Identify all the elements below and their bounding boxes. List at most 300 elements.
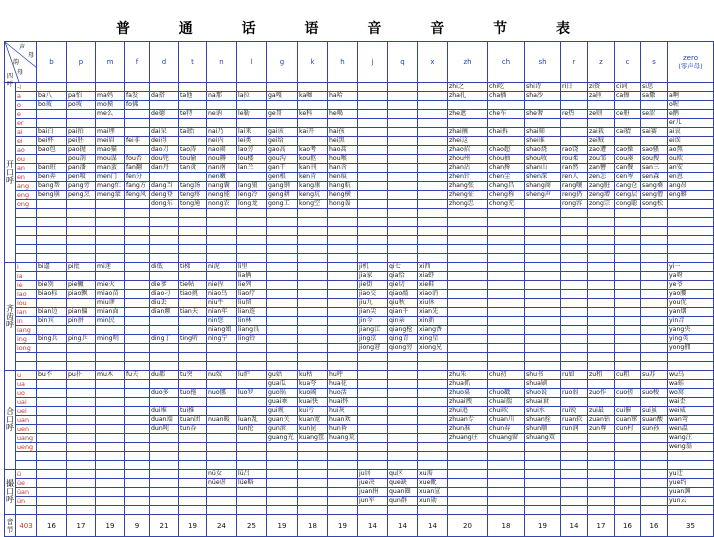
- syllable-cell: ci词: [615, 83, 641, 92]
- final-label: ong: [16, 200, 37, 209]
- syllable-cell: [418, 407, 448, 416]
- syllable-cell: [358, 380, 388, 389]
- syllable-cell: run润: [561, 425, 588, 434]
- syllable-cell: [388, 407, 418, 416]
- syllable-cell: pou剖: [67, 155, 96, 164]
- syllable-cell: [641, 227, 668, 236]
- syllable-cell: [267, 335, 298, 344]
- syllable-cell: [418, 110, 448, 119]
- syllable-cell: [267, 119, 298, 128]
- syllable-cell: gei给: [267, 137, 298, 146]
- syllable-count: 9: [125, 515, 150, 537]
- syllable-cell: jing京: [358, 335, 388, 344]
- syllable-cell: [525, 254, 561, 263]
- syllable-cell: tu突: [179, 371, 207, 380]
- syllable-cell: [125, 119, 150, 128]
- syllable-cell: [328, 101, 358, 110]
- syllable-cell: [237, 245, 267, 254]
- group-label: 开口呼: [5, 83, 16, 263]
- syllable-cell: [588, 245, 615, 254]
- syllable-cell: [298, 83, 328, 92]
- syllable-cell: wa蛙: [668, 380, 714, 389]
- syllable-cell: rong容: [561, 200, 588, 209]
- initial-header: x: [418, 42, 448, 83]
- syllable-cell: te特: [179, 110, 207, 119]
- syllable-cell: cuan窜: [615, 416, 641, 425]
- syllable-cell: [525, 344, 561, 353]
- syllable-cell: [448, 290, 488, 299]
- syllable-cell: [388, 218, 418, 227]
- syllable-cell: [179, 173, 207, 182]
- syllable-cell: ju居: [358, 470, 388, 479]
- syllable-cell: [388, 362, 418, 371]
- syllable-cell: [388, 380, 418, 389]
- syllable-cell: ji机: [358, 263, 388, 272]
- syllable-cell: [448, 209, 488, 218]
- syllable-cell: [358, 218, 388, 227]
- syllable-cell: bai白: [37, 128, 67, 137]
- syllable-cell: [96, 398, 125, 407]
- syllable-cell: [525, 362, 561, 371]
- syllable-cell: [267, 344, 298, 353]
- syllable-cell: [448, 299, 488, 308]
- syllable-cell: [588, 488, 615, 497]
- syllable-cell: shui水: [525, 407, 561, 416]
- syllable-cell: re热: [561, 110, 588, 119]
- syllable-cell: hua花: [328, 380, 358, 389]
- syllable-cell: can餐: [615, 164, 641, 173]
- syllable-cell: [267, 461, 298, 470]
- syllable-cell: [388, 416, 418, 425]
- syllable-cell: yuan渊: [668, 488, 714, 497]
- syllable-cell: [298, 245, 328, 254]
- syllable-cell: [150, 479, 179, 488]
- syllable-cell: [125, 488, 150, 497]
- syllable-cell: kuai快: [298, 398, 328, 407]
- syllable-cell: [67, 461, 96, 470]
- final-label: ang: [16, 182, 37, 191]
- syllable-cell: [641, 272, 668, 281]
- syllable-cell: huang荒: [328, 434, 358, 443]
- syllable-cell: nao闹: [207, 146, 237, 155]
- final-label: [16, 245, 37, 254]
- syllable-cell: zai栽: [588, 128, 615, 137]
- syllable-cell: [448, 488, 488, 497]
- syllable-cell: [525, 317, 561, 326]
- syllable-cell: [588, 362, 615, 371]
- syllable-cell: [525, 218, 561, 227]
- syllable-cell: tie帖: [179, 281, 207, 290]
- syllable-cell: [615, 488, 641, 497]
- syllable-row: [5, 227, 714, 236]
- syllable-cell: zheng征: [448, 191, 488, 200]
- syllable-count: 403: [16, 515, 37, 537]
- syllable-count: 14: [561, 515, 588, 537]
- syllable-cell: [298, 209, 328, 218]
- syllable-cell: [298, 443, 328, 452]
- syllable-cell: [418, 164, 448, 173]
- syllable-cell: [267, 218, 298, 227]
- syllable-cell: [237, 173, 267, 182]
- syllable-cell: lan兰: [237, 164, 267, 173]
- syllable-cell: [488, 362, 525, 371]
- syllable-cell: [237, 119, 267, 128]
- syllable-cell: [37, 416, 67, 425]
- syllable-count: 18: [488, 515, 525, 537]
- syllable-cell: kui亏: [298, 407, 328, 416]
- syllable-cell: [328, 488, 358, 497]
- syllable-cell: [125, 236, 150, 245]
- syllable-cell: zeng增: [588, 191, 615, 200]
- syllable-cell: [388, 191, 418, 200]
- syllable-cell: [96, 452, 125, 461]
- syllable-cell: [67, 380, 96, 389]
- syllable-cell: [358, 506, 388, 515]
- syllable-cell: [561, 254, 588, 263]
- initial-header: s: [641, 42, 668, 83]
- syllable-cell: [179, 362, 207, 371]
- syllable-cell: ye爷: [668, 281, 714, 290]
- syllable-cell: yu迂: [668, 470, 714, 479]
- syllable-cell: pan潘: [67, 164, 96, 173]
- syllable-cell: ti梯: [179, 263, 207, 272]
- syllable-cell: [641, 317, 668, 326]
- syllable-cell: [37, 452, 67, 461]
- syllable-cell: ken肯: [298, 173, 328, 182]
- syllable-cell: [125, 497, 150, 506]
- syllable-cell: [588, 470, 615, 479]
- syllable-cell: [37, 434, 67, 443]
- syllable-cell: [488, 461, 525, 470]
- syllable-cell: shou收: [525, 155, 561, 164]
- syllable-cell: [328, 362, 358, 371]
- syllable-cell: zuan钻: [588, 416, 615, 425]
- syllable-cell: pei胚: [67, 137, 96, 146]
- syllable-row: [5, 128, 714, 137]
- final-label: [16, 209, 37, 218]
- syllable-cell: [641, 137, 668, 146]
- syllable-cell: [561, 434, 588, 443]
- syllable-cell: [125, 146, 150, 155]
- syllable-cell: [207, 236, 237, 245]
- syllable-cell: [237, 407, 267, 416]
- syllable-cell: [488, 218, 525, 227]
- syllable-cell: hao蒿: [328, 146, 358, 155]
- syllable-cell: cuo搓: [615, 389, 641, 398]
- syllable-cell: kao考: [298, 146, 328, 155]
- syllable-cell: ku枯: [298, 371, 328, 380]
- syllable-cell: ruan软: [561, 416, 588, 425]
- syllable-cell: [448, 335, 488, 344]
- syllable-cell: nian年: [207, 308, 237, 317]
- syllable-cell: pao抛: [67, 146, 96, 155]
- syllable-cell: [125, 443, 150, 452]
- syllable-cell: mei眉: [96, 137, 125, 146]
- syllable-cell: zei贼: [588, 137, 615, 146]
- syllable-cell: [125, 218, 150, 227]
- syllable-cell: [125, 200, 150, 209]
- syllable-cell: pai拍: [67, 128, 96, 137]
- syllable-cell: [615, 380, 641, 389]
- syllable-cell: mu木: [96, 371, 125, 380]
- syllable-cell: [641, 344, 668, 353]
- initial-header: r: [561, 42, 588, 83]
- syllable-cell: [328, 344, 358, 353]
- syllable-cell: [328, 326, 358, 335]
- syllable-cell: zuo作: [588, 389, 615, 398]
- syllable-cell: you优: [668, 299, 714, 308]
- syllable-cell: [267, 101, 298, 110]
- syllable-cell: yang央: [668, 326, 714, 335]
- syllable-cell: [150, 461, 179, 470]
- syllable-cell: tun吞: [179, 425, 207, 434]
- syllable-cell: jiu九: [358, 299, 388, 308]
- syllable-cell: [237, 254, 267, 263]
- syllable-cell: ran然: [561, 164, 588, 173]
- syllable-cell: [37, 272, 67, 281]
- syllable-row: [5, 407, 714, 416]
- syllable-cell: [525, 272, 561, 281]
- syllable-cell: [96, 218, 125, 227]
- syllable-cell: [328, 263, 358, 272]
- syllable-cell: [179, 119, 207, 128]
- final-label: ia: [16, 272, 37, 281]
- syllable-cell: [418, 182, 448, 191]
- syllable-cell: cen岑: [615, 173, 641, 182]
- syllable-cell: nin您: [207, 317, 237, 326]
- syllable-cell: qin亲: [388, 317, 418, 326]
- syllable-cell: [96, 236, 125, 245]
- syllable-cell: [388, 353, 418, 362]
- syllable-cell: [96, 479, 125, 488]
- syllable-cell: [448, 227, 488, 236]
- syllable-cell: sou搜: [641, 155, 668, 164]
- syllable-cell: nu奴: [207, 371, 237, 380]
- syllable-cell: [615, 443, 641, 452]
- syllable-cell: [615, 461, 641, 470]
- syllable-cell: ping乒: [67, 335, 96, 344]
- syllable-cell: [388, 452, 418, 461]
- syllable-cell: [561, 101, 588, 110]
- syllable-cell: gu姑: [267, 371, 298, 380]
- syllable-cell: ren人: [561, 173, 588, 182]
- group-label: 齐齿呼: [5, 263, 16, 371]
- syllable-cell: [267, 290, 298, 299]
- syllable-cell: ang昂: [668, 182, 714, 191]
- syllable-cell: mian面: [96, 308, 125, 317]
- syllable-cell: xiu休: [418, 299, 448, 308]
- syllable-cell: [37, 119, 67, 128]
- syllable-cell: [525, 200, 561, 209]
- syllable-cell: zhang张: [448, 182, 488, 191]
- syllable-cell: fa发: [125, 92, 150, 101]
- syllable-cell: [207, 245, 237, 254]
- final-label: e: [16, 110, 37, 119]
- syllable-cell: ma妈: [96, 92, 125, 101]
- syllable-cell: [488, 380, 525, 389]
- syllable-cell: [561, 497, 588, 506]
- syllable-count: 21: [150, 515, 179, 537]
- syllable-cell: [588, 380, 615, 389]
- syllable-cell: [588, 443, 615, 452]
- syllable-cell: e鹅: [668, 110, 714, 119]
- syllable-cell: [358, 119, 388, 128]
- syllable-cell: [588, 119, 615, 128]
- syllable-cell: [237, 497, 267, 506]
- syllable-cell: [488, 281, 525, 290]
- syllable-cell: [668, 218, 714, 227]
- syllable-cell: geng耕: [267, 191, 298, 200]
- syllable-cell: que缺: [388, 479, 418, 488]
- final-label: [16, 362, 37, 371]
- syllable-cell: du都: [150, 371, 179, 380]
- syllable-cell: wang汪: [668, 434, 714, 443]
- syllable-cell: [328, 497, 358, 506]
- syllable-count: 18: [298, 515, 328, 537]
- initial-header: sh: [525, 42, 561, 83]
- syllable-cell: [388, 173, 418, 182]
- syllable-cell: tou偷: [179, 155, 207, 164]
- syllable-cell: [448, 263, 488, 272]
- syllable-cell: [615, 326, 641, 335]
- syllable-cell: [418, 200, 448, 209]
- syllable-cell: [328, 254, 358, 263]
- syllable-cell: niu牛: [207, 299, 237, 308]
- syllable-cell: wo窝: [668, 389, 714, 398]
- syllable-cell: [388, 425, 418, 434]
- syllable-count: 16: [37, 515, 67, 537]
- syllable-cell: [448, 245, 488, 254]
- final-label: [16, 452, 37, 461]
- syllable-cell: [668, 209, 714, 218]
- syllable-cell: [328, 209, 358, 218]
- syllable-cell: [237, 380, 267, 389]
- syllable-cell: [67, 209, 96, 218]
- syllable-cell: hai孩: [328, 128, 358, 137]
- syllable-cell: [125, 308, 150, 317]
- syllable-cell: [67, 254, 96, 263]
- syllable-cell: [488, 209, 525, 218]
- syllable-cell: [298, 488, 328, 497]
- syllable-cell: sa撒: [641, 92, 668, 101]
- syllable-cell: [67, 110, 96, 119]
- syllable-cell: [67, 470, 96, 479]
- syllable-cell: [96, 461, 125, 470]
- syllable-cell: mi迷: [96, 263, 125, 272]
- syllable-table: [4, 41, 714, 537]
- syllable-cell: [358, 110, 388, 119]
- syllable-cell: [267, 488, 298, 497]
- syllable-cell: [328, 290, 358, 299]
- syllable-row: [5, 173, 714, 182]
- syllable-cell: hu呼: [328, 371, 358, 380]
- syllable-cell: [328, 281, 358, 290]
- syllable-cell: zao遭: [588, 146, 615, 155]
- final-label: an: [16, 164, 37, 173]
- syllable-cell: [67, 389, 96, 398]
- syllable-cell: [67, 416, 96, 425]
- syllable-cell: [388, 209, 418, 218]
- syllable-cell: [125, 452, 150, 461]
- syllable-cell: die爹: [150, 281, 179, 290]
- syllable-cell: [561, 353, 588, 362]
- syllable-cell: [207, 218, 237, 227]
- syllable-cell: [67, 272, 96, 281]
- syllable-cell: [525, 119, 561, 128]
- syllable-cell: [67, 200, 96, 209]
- syllable-cell: [358, 452, 388, 461]
- syllable-cell: chai拆: [488, 128, 525, 137]
- initial-header: z: [588, 42, 615, 83]
- syllable-cell: jiao交: [358, 290, 388, 299]
- syllable-cell: [488, 335, 525, 344]
- syllable-row: [5, 317, 714, 326]
- syllable-cell: [358, 146, 388, 155]
- syllable-cell: shun顺: [525, 425, 561, 434]
- syllable-cell: [388, 101, 418, 110]
- syllable-cell: [615, 245, 641, 254]
- syllable-cell: [125, 128, 150, 137]
- syllable-cell: lian连: [237, 308, 267, 317]
- initial-header-zero: zero: [683, 54, 698, 62]
- syllable-cell: [561, 362, 588, 371]
- syllable-cell: tai胎: [179, 128, 207, 137]
- syllable-cell: [641, 218, 668, 227]
- syllable-cell: [237, 218, 267, 227]
- syllable-cell: ya呀: [668, 272, 714, 281]
- syllable-cell: [150, 326, 179, 335]
- syllable-row: [5, 470, 714, 479]
- syllable-row: [5, 344, 714, 353]
- syllable-cell: di低: [150, 263, 179, 272]
- syllable-cell: bu不: [37, 371, 67, 380]
- syllable-cell: long龙: [237, 200, 267, 209]
- syllable-cell: mao猫: [96, 146, 125, 155]
- syllable-cell: [615, 272, 641, 281]
- final-label: [16, 218, 37, 227]
- syllable-cell: [125, 245, 150, 254]
- syllable-cell: [388, 245, 418, 254]
- syllable-cell: [207, 272, 237, 281]
- syllable-cell: [615, 470, 641, 479]
- syllable-cell: luo罗: [237, 389, 267, 398]
- syllable-row: [5, 191, 714, 200]
- syllable-cell: diao刁: [150, 290, 179, 299]
- syllable-cell: gun滚: [267, 425, 298, 434]
- syllable-cell: zhuan专: [448, 416, 488, 425]
- syllable-cell: [588, 506, 615, 515]
- corner-label-hu: 呼: [7, 81, 14, 88]
- syllable-cell: [525, 209, 561, 218]
- syllable-cell: miao苗: [96, 290, 125, 299]
- syllable-cell: jiang江: [358, 326, 388, 335]
- syllable-cell: [418, 434, 448, 443]
- syllable-cell: [67, 344, 96, 353]
- syllable-cell: lao劳: [237, 146, 267, 155]
- syllable-cell: [179, 299, 207, 308]
- syllable-cell: [615, 119, 641, 128]
- syllable-cell: lu炉: [237, 371, 267, 380]
- syllable-cell: [179, 497, 207, 506]
- syllable-cell: [298, 326, 328, 335]
- syllable-cell: [267, 263, 298, 272]
- syllable-cell: [588, 479, 615, 488]
- syllable-cell: [207, 452, 237, 461]
- syllable-cell: dian颠: [150, 308, 179, 317]
- syllable-cell: [96, 389, 125, 398]
- syllable-cell: chuan川: [488, 416, 525, 425]
- syllable-cell: [179, 452, 207, 461]
